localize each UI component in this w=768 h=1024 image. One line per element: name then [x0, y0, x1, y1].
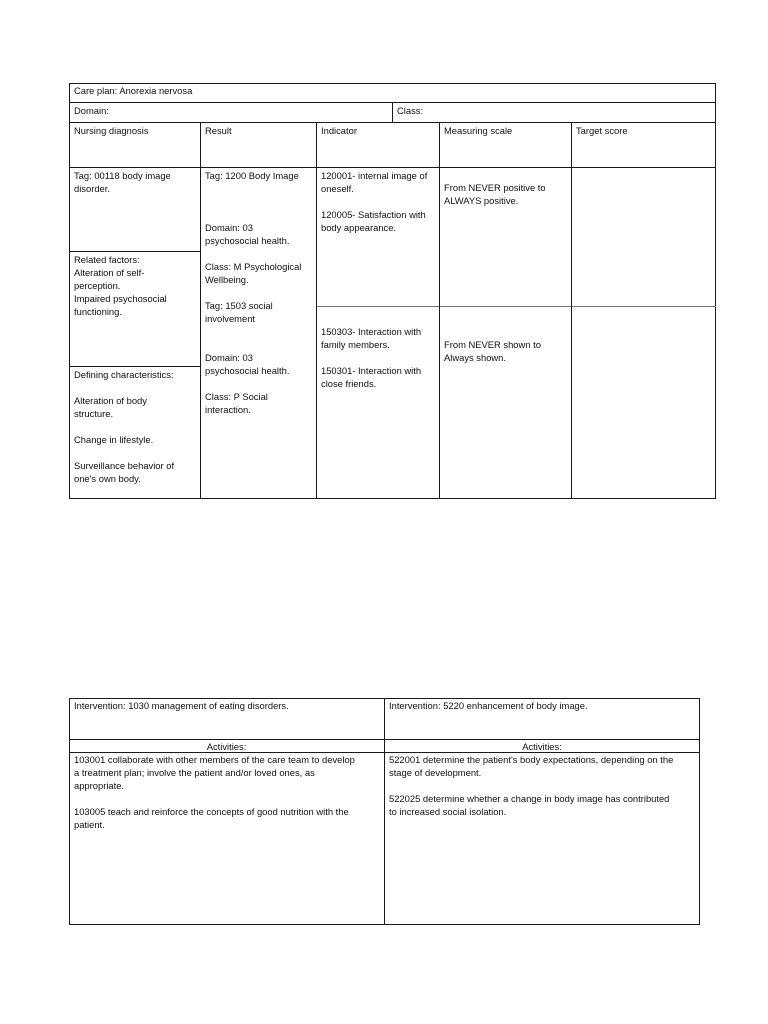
- column-divider: [439, 122, 440, 499]
- column-divider: [384, 698, 385, 925]
- column-divider: [392, 102, 393, 122]
- column-divider: [571, 122, 572, 499]
- measuring-scale-1: From NEVER positive to ALWAYS positive.: [444, 182, 546, 206]
- care-plan-title: Care plan: Anorexia nervosa: [74, 85, 193, 96]
- header-target-score: Target score: [576, 125, 628, 136]
- result-tag-body-image: Tag: 1200 Body Image: [205, 170, 299, 181]
- row-divider: [69, 167, 716, 168]
- result-tag-social-involvement: Tag: 1503 social involvement: [205, 300, 273, 324]
- defining-characteristics: Defining characteristics: Alteration of body structure. Change in lifestyle. Surveillance behavior of one's own body.: [74, 369, 175, 484]
- activities-left: 103001 collaborate with other members of the care team to develop a treatment plan; involve the patient and/or loved ones, as appropriate. 103005 teach and reinforce the concepts of good nutrition with the patient.: [74, 754, 355, 830]
- header-result: Result: [205, 125, 232, 136]
- related-factors: Related factors: Alteration of self- perception. Impaired psychosocial functioning.: [74, 254, 167, 317]
- row-divider: [316, 306, 716, 307]
- header-nursing-diagnosis: Nursing diagnosis: [74, 125, 149, 136]
- result-domain-2: Domain: 03 psychosocial health.: [205, 352, 290, 376]
- measuring-scale-2: From NEVER shown to Always shown.: [444, 339, 541, 363]
- result-class-2: Class: P Social interaction.: [205, 391, 268, 415]
- class-label: Class:: [397, 105, 424, 116]
- row-divider: [69, 251, 200, 252]
- column-divider: [316, 122, 317, 499]
- indicator-group-1: 120001- internal image of oneself. 120005- Satisfaction with body appearance.: [321, 170, 428, 233]
- intervention-title-left: Intervention: 1030 management of eating disorders.: [74, 700, 289, 711]
- domain-label: Domain:: [74, 105, 109, 116]
- header-measuring-scale: Measuring scale: [444, 125, 513, 136]
- result-domain-1: Domain: 03 psychosocial health.: [205, 222, 290, 246]
- diagnosis-tag: Tag: 00118 body image disorder.: [74, 170, 171, 194]
- indicator-group-2: 150303- Interaction with family members. 150301- Interaction with close friends.: [321, 326, 422, 389]
- row-divider: [69, 366, 200, 367]
- result-class-1: Class: M Psychological Wellbeing.: [205, 261, 302, 285]
- column-divider: [200, 122, 201, 499]
- header-indicator: Indicator: [321, 125, 357, 136]
- activities-label-right: Activities:: [522, 741, 562, 752]
- row-divider: [69, 122, 716, 123]
- intervention-title-right: Intervention: 5220 enhancement of body image.: [389, 700, 588, 711]
- activities-right: 522001 determine the patient's body expectations, depending on the stage of development. 522025 determine whether a change in body image has contributed to increased social isolation.: [389, 754, 674, 817]
- activities-label-left: Activities:: [206, 741, 247, 752]
